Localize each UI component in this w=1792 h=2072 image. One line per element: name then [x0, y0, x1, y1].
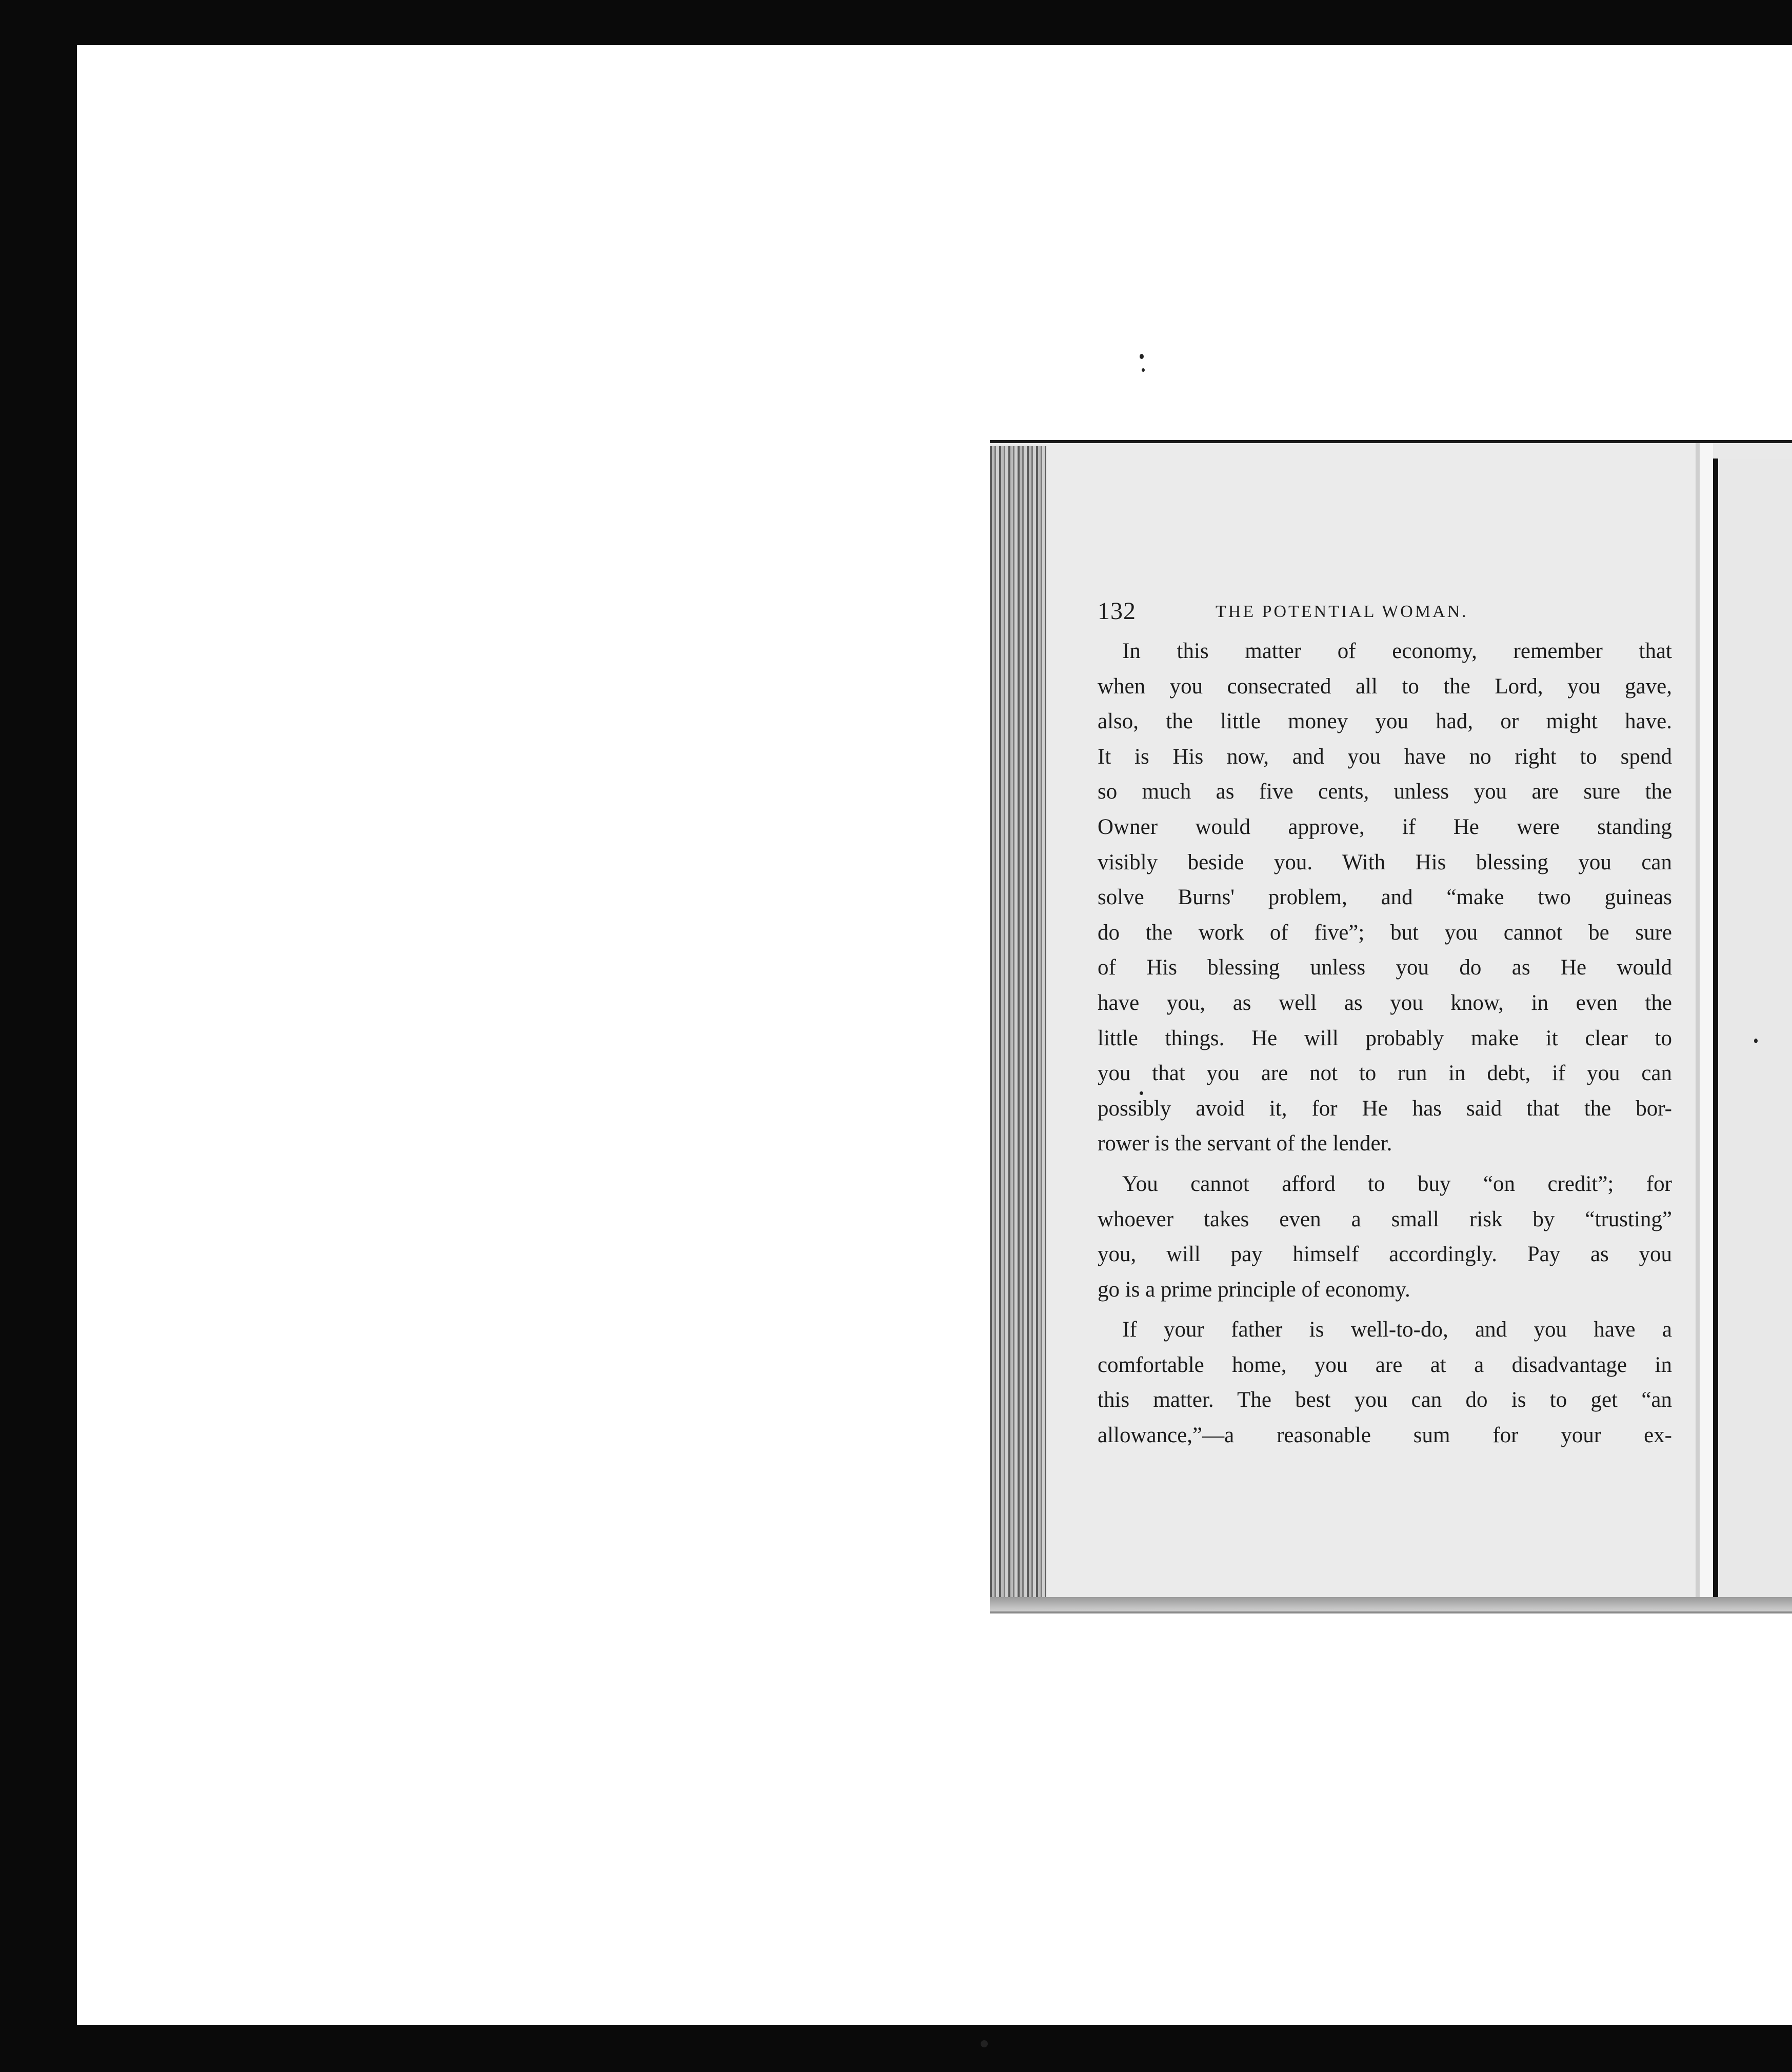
text-line: allowance,”—a reasonable sum for your ex-: [1098, 1423, 1672, 1448]
text-line: whoever takes even a small risk by “trusting”: [1098, 1207, 1672, 1231]
scan-speck: [1754, 1039, 1758, 1043]
text-line: so much as five cents, unless you are sure the: [1098, 780, 1672, 804]
text-line: comfortable home, you are at a disadvantage in: [1098, 1352, 1672, 1377]
text-line: solve Burns' problem, and “make two guineas: [1098, 885, 1672, 910]
running-head: [1098, 597, 1610, 628]
scan-speck: [981, 2040, 988, 2047]
text-line: rower is the servant of the lender.: [1098, 1131, 1392, 1156]
text-line: this matter. The best you can do is to get “an: [1098, 1388, 1672, 1412]
text-line: little things. He will probably make it clear to: [1098, 1026, 1672, 1050]
book-spread: [990, 440, 1792, 1613]
book-gutter: [1700, 443, 1713, 1597]
text-line: also, the little money you had, or might have.: [1098, 709, 1672, 734]
paragraph: [1098, 634, 1672, 1162]
text-line: have you, as well as you know, in even the: [1098, 990, 1672, 1015]
scan-speck: [1140, 1091, 1143, 1095]
text-line: of His blessing unless you do as He would: [1098, 955, 1672, 980]
text-line: You cannot afford to buy “on credit”; for: [1122, 1171, 1672, 1196]
scan-speck: [1140, 354, 1144, 359]
text-line: It is His now, and you have no right to spend: [1098, 744, 1672, 769]
scan-speck: [1142, 368, 1145, 372]
paragraph: [1098, 1167, 1672, 1307]
page-edges: [990, 446, 1046, 1597]
paragraph: [1098, 1312, 1672, 1453]
page-number: 132: [1098, 597, 1136, 625]
text-line: visibly beside you. With His blessing you can: [1098, 850, 1672, 874]
book-page-left: [1046, 443, 1700, 1597]
text-line: you that you are not to run in debt, if you can: [1098, 1061, 1672, 1086]
running-head-title: THE POTENTIAL WOMAN.: [1216, 602, 1468, 621]
text-line: In this matter of economy, remember that: [1122, 639, 1672, 663]
body-text: [1098, 634, 1672, 1453]
text-line: you, will pay himself accordingly. Pay as you: [1098, 1242, 1672, 1267]
text-line: If your father is well-to-do, and you have a: [1122, 1318, 1672, 1342]
book-page-right-edge: [1713, 459, 1792, 1597]
text-line: do the work of five”; but you cannot be sure: [1098, 920, 1672, 945]
text-line: when you consecrated all to the Lord, you gave,: [1098, 674, 1672, 699]
text-line: go is a prime principle of economy.: [1098, 1277, 1410, 1302]
text-line: possibly avoid it, for He has said that the bor-: [1098, 1096, 1672, 1121]
text-line: Owner would approve, if He were standing: [1098, 814, 1672, 839]
book-bottom-edge: [990, 1597, 1792, 1611]
